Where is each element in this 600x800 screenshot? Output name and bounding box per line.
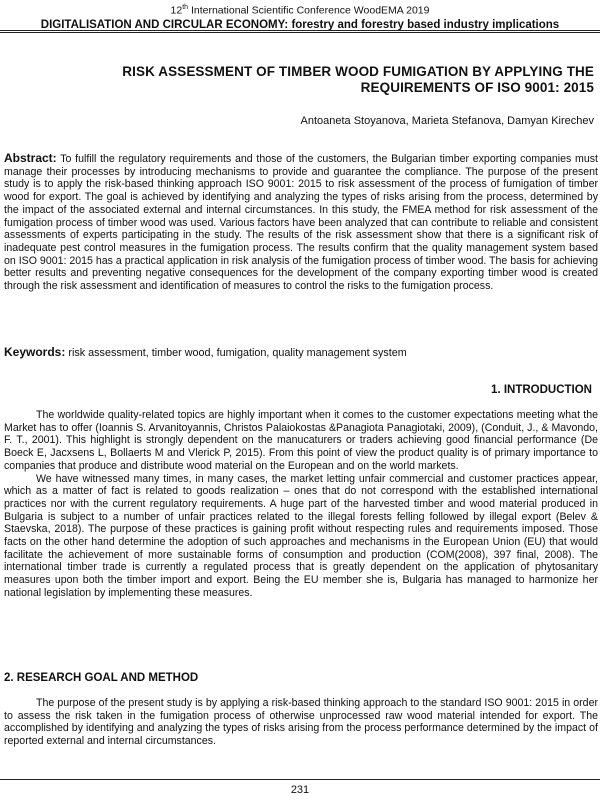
abstract-label: Abstract: xyxy=(4,151,57,165)
paper-authors: Antoaneta Stoyanova, Marieta Stefanova, Damyan Kirechev xyxy=(300,115,594,127)
conference-name: International Scientific Conference WoodEMA 2019 xyxy=(188,4,430,17)
header-divider-secondary xyxy=(0,32,600,33)
header-divider xyxy=(0,30,600,31)
keywords-block xyxy=(4,346,598,360)
keywords-label: Keywords: xyxy=(4,345,66,359)
keywords-text: risk assessment, timber wood, fumigation, quality management system xyxy=(65,347,407,359)
research-paragraph: The purpose of the present study is by applying a risk-based thinking approach to the standard ISO 9001: 2015 in order to assess the risk taken in the fumigation process of otherwise unprocessed raw wood material intended for export. The accomplished by identifying and analyzing the types of risks arising from the process performance determined by the impact of reported external and internal circumstances. xyxy=(4,697,598,748)
abstract-text: To fulfill the regulatory requirements and those of the customers, the Bulgarian timber exporting companies must manage their processes by introducing mechanisms to provide and guarantee the compliance. The purpose of the present study is to apply the risk-based thinking approach ISO 9001: 2015 to risk assessment of the process of fumigation of timber wood for export. The goal is achieved by identifying and analyzing the types of risks arising from the process, determined by the impact of the associated external and internal circumstances. In this study, the FMEA method for risk assessment of the fumigation process of timber wood was used. Various factors have been analyzed that can contribute to reliable and consistent assessments of experts participating in the study. The results of the risk assessment show that there is a significant risk of inadequate pest control measures in the fumigation process. The results confirm that the quality management system based on ISO 9001: 2015 has a practical application in risk analysis of the fumigation process of timber wood. The basis for achieving better results and preventing negative consequences for the development of the company exporting timber wood is created through the risk assessment and identification of measures to control the risks to the fumigation process. xyxy=(4,153,598,293)
abstract-block xyxy=(4,152,598,293)
conference-header xyxy=(0,0,600,32)
research-heading: 2. RESEARCH GOAL AND METHOD xyxy=(4,672,199,684)
introduction-heading: 1. INTRODUCTION xyxy=(491,384,592,396)
conference-number: 12 xyxy=(170,4,183,17)
ordinal-suffix: th xyxy=(182,4,189,11)
introduction-paragraph: The worldwide quality-related topics are highly important when it comes to the customer expectations meeting what the Market has to offer (Ioannis S. Arvanitoyannis, Christos Palaiokostas &Panagiota Panagiotaki, 2009), (Conduit, J., & Mavondo, F. T., 2001). This highlight is strongly dependent on the manucaturers or traders achieving good financial performance (De Boeck E, Jacxsens L, Bollaerts M and Vlerick P, 2015). From this point of view the product quality is of primary importance to companies that produce and distribute wood material on the European and on the world markets. xyxy=(4,409,598,472)
conference-theme: DIGITALISATION AND CIRCULAR ECONOMY: forestry and forestry based industry implications xyxy=(40,18,560,31)
introduction-body xyxy=(4,409,598,600)
footer-divider xyxy=(0,779,600,780)
page-number: 231 xyxy=(290,784,310,796)
conference-title xyxy=(0,1,600,18)
research-body xyxy=(4,697,598,748)
paper-title: RISK ASSESSMENT OF TIMBER WOOD FUMIGATION BY APPLYING THE REQUIREMENTS OF ISO 9001: 2015 xyxy=(122,64,594,95)
introduction-paragraph: We have witnessed many times, in many cases, the market letting unfair commercial and customer practices appear, which as a matter of fact is related to goods realization – ones that do not correspond with the established international practices nor with the current regulatory requirements. A huge part of the harvested timber and wood material produced in Bulgaria is subject to a number of unfair practices related to the illegal forests felling followed by illegal export (Belev & Staevska, 2018). The purpose of these practices is gaining profit without respecting rules and requirements imposed. Those facts on the other hand determine the adoption of such approaches and mechanisms in the European Union (EU) that would facilitate the achievement of more sustainable forms of consumption and production (COM(2008), 397 final, 2008). The international timber trade is currently a regulated process that is greatly dependent on the application of phytosanitary measures upon both the timber import and export. Being the EU member she is, Bulgaria has managed to harmonize her national legislation by implementing these measures. xyxy=(4,472,598,599)
